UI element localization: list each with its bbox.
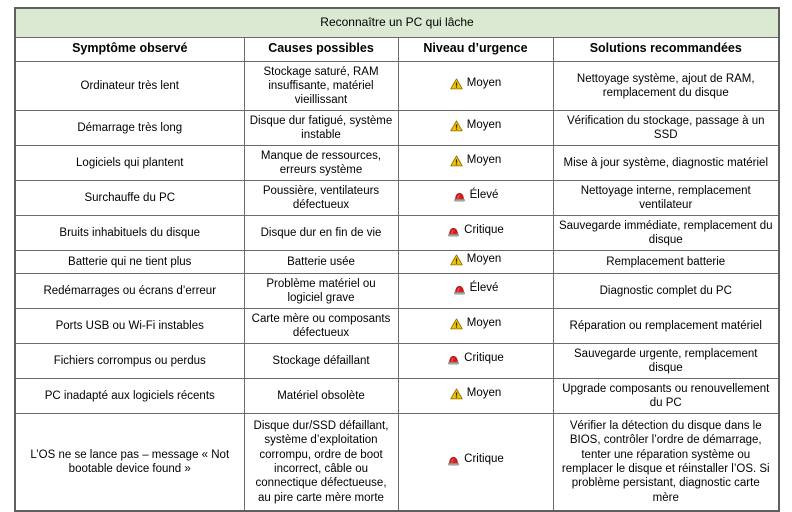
cell-cause: Stockage saturé, RAM insuffisante, matériel vieillissant bbox=[244, 61, 398, 110]
table-row bbox=[15, 215, 779, 250]
urgency-badge bbox=[450, 254, 502, 266]
cell-solution: Vérifier la détection du disque dans le BIOS, contrôler l’ordre de démarrage, tenter une réparation système ou remplacer le disque et réinstaller l’OS. Si problème persistant, diagnostic carte mère bbox=[553, 413, 779, 511]
table-row bbox=[15, 308, 779, 343]
warning-triangle-icon bbox=[450, 155, 463, 167]
table-title-row bbox=[15, 8, 779, 37]
cell-urgence bbox=[398, 145, 553, 180]
table-row bbox=[15, 61, 779, 110]
cell-symptome: Démarrage très long bbox=[15, 110, 244, 145]
urgency-label: Moyen bbox=[466, 118, 502, 131]
cell-solution: Vérification du stockage, passage à un SSD bbox=[553, 110, 779, 145]
cell-solution: Upgrade composants ou renouvellement du PC bbox=[553, 378, 779, 413]
table-title: Reconnaître un PC qui lâche bbox=[15, 8, 779, 37]
cell-symptome: Logiciels qui plantent bbox=[15, 145, 244, 180]
cell-urgence bbox=[398, 413, 553, 511]
cell-solution: Diagnostic complet du PC bbox=[553, 273, 779, 308]
cell-symptome: PC inadapté aux logiciels récents bbox=[15, 378, 244, 413]
cell-solution: Remplacement batterie bbox=[553, 250, 779, 273]
urgency-label: Critique bbox=[464, 352, 504, 364]
cell-cause: Stockage défaillant bbox=[244, 343, 398, 378]
cell-cause: Carte mère ou composants défectueux bbox=[244, 308, 398, 343]
cell-cause: Matériel obsolète bbox=[244, 378, 398, 413]
cell-solution: Mise à jour système, diagnostic matériel bbox=[553, 145, 779, 180]
warning-triangle-icon bbox=[450, 388, 463, 400]
table-row bbox=[15, 413, 779, 511]
warning-triangle-icon bbox=[450, 78, 463, 90]
cell-symptome: Fichiers corrompus ou perdus bbox=[15, 343, 244, 378]
siren-icon bbox=[447, 225, 460, 237]
table-row bbox=[15, 110, 779, 145]
cell-cause: Manque de ressources, erreurs système bbox=[244, 145, 398, 180]
siren-icon bbox=[447, 353, 460, 365]
table-head bbox=[15, 8, 779, 61]
cell-cause: Disque dur/SSD défaillant, système d’exploitation corrompu, ordre de boot incorrect, câble ou connectique défectueuse, au pire carte mère morte bbox=[244, 413, 398, 511]
warning-triangle-icon bbox=[450, 254, 463, 266]
table-row bbox=[15, 145, 779, 180]
cell-urgence bbox=[398, 110, 553, 145]
urgency-label: Moyen bbox=[466, 153, 502, 166]
cell-urgence bbox=[398, 180, 553, 215]
column-header-solutions: Solutions recommandées bbox=[553, 37, 779, 61]
cell-symptome: Bruits inhabituels du disque bbox=[15, 215, 244, 250]
cell-cause: Batterie usée bbox=[244, 250, 398, 273]
table-row bbox=[15, 273, 779, 308]
cell-urgence bbox=[398, 215, 553, 250]
urgency-badge bbox=[447, 454, 504, 466]
diagnostic-table-container bbox=[14, 7, 778, 512]
cell-symptome: Ordinateur très lent bbox=[15, 61, 244, 110]
cell-urgence bbox=[398, 343, 553, 378]
urgency-label: Critique bbox=[464, 223, 504, 236]
table-row bbox=[15, 180, 779, 215]
urgency-badge bbox=[453, 283, 499, 295]
cell-solution: Sauvegarde immédiate, remplacement du disque bbox=[553, 215, 779, 250]
table-body bbox=[15, 61, 779, 511]
cell-solution: Réparation ou remplacement matériel bbox=[553, 308, 779, 343]
siren-icon bbox=[453, 283, 466, 295]
urgency-badge bbox=[450, 78, 502, 90]
urgency-label: Critique bbox=[464, 453, 504, 466]
cell-cause: Poussière, ventilateurs défectueux bbox=[244, 180, 398, 215]
cell-urgence bbox=[398, 273, 553, 308]
urgency-badge bbox=[453, 190, 499, 202]
cell-symptome: L’OS ne se lance pas – message « Not bootable device found » bbox=[15, 413, 244, 511]
diagnostic-table bbox=[14, 7, 780, 512]
table-row bbox=[15, 343, 779, 378]
urgency-badge bbox=[450, 120, 502, 132]
cell-solution: Nettoyage système, ajout de RAM, remplacement du disque bbox=[553, 61, 779, 110]
cell-cause: Disque dur en fin de vie bbox=[244, 215, 398, 250]
urgency-badge bbox=[450, 155, 502, 167]
urgency-badge bbox=[447, 353, 504, 365]
cell-solution: Sauvegarde urgente, remplacement disque bbox=[553, 343, 779, 378]
cell-cause: Disque dur fatigué, système instable bbox=[244, 110, 398, 145]
table-row bbox=[15, 378, 779, 413]
cell-solution: Nettoyage interne, remplacement ventilateur bbox=[553, 180, 779, 215]
cell-symptome: Redémarrages ou écrans d’erreur bbox=[15, 273, 244, 308]
urgency-label: Moyen bbox=[466, 387, 502, 400]
urgency-label: Élevé bbox=[469, 281, 499, 294]
urgency-badge bbox=[450, 388, 502, 400]
siren-icon bbox=[453, 190, 466, 202]
urgency-label: Élevé bbox=[469, 188, 499, 201]
cell-urgence bbox=[398, 61, 553, 110]
cell-symptome: Batterie qui ne tient plus bbox=[15, 250, 244, 273]
cell-cause: Problème matériel ou logiciel grave bbox=[244, 273, 398, 308]
urgency-label: Moyen bbox=[466, 76, 502, 89]
column-header-urgence: Niveau d’urgence bbox=[398, 37, 553, 61]
cell-symptome: Surchauffe du PC bbox=[15, 180, 244, 215]
cell-symptome: Ports USB ou Wi-Fi instables bbox=[15, 308, 244, 343]
cell-urgence bbox=[398, 378, 553, 413]
column-header-causes: Causes possibles bbox=[244, 37, 398, 61]
siren-icon bbox=[447, 454, 460, 466]
column-header-symptome: Symptôme observé bbox=[15, 37, 244, 61]
table-row bbox=[15, 250, 779, 273]
table-header-row bbox=[15, 37, 779, 61]
urgency-label: Moyen bbox=[466, 316, 502, 329]
cell-urgence bbox=[398, 250, 553, 273]
warning-triangle-icon bbox=[450, 120, 463, 132]
urgency-badge bbox=[447, 225, 504, 237]
urgency-badge bbox=[450, 318, 502, 330]
urgency-label: Moyen bbox=[466, 252, 502, 265]
warning-triangle-icon bbox=[450, 318, 463, 330]
cell-urgence bbox=[398, 308, 553, 343]
